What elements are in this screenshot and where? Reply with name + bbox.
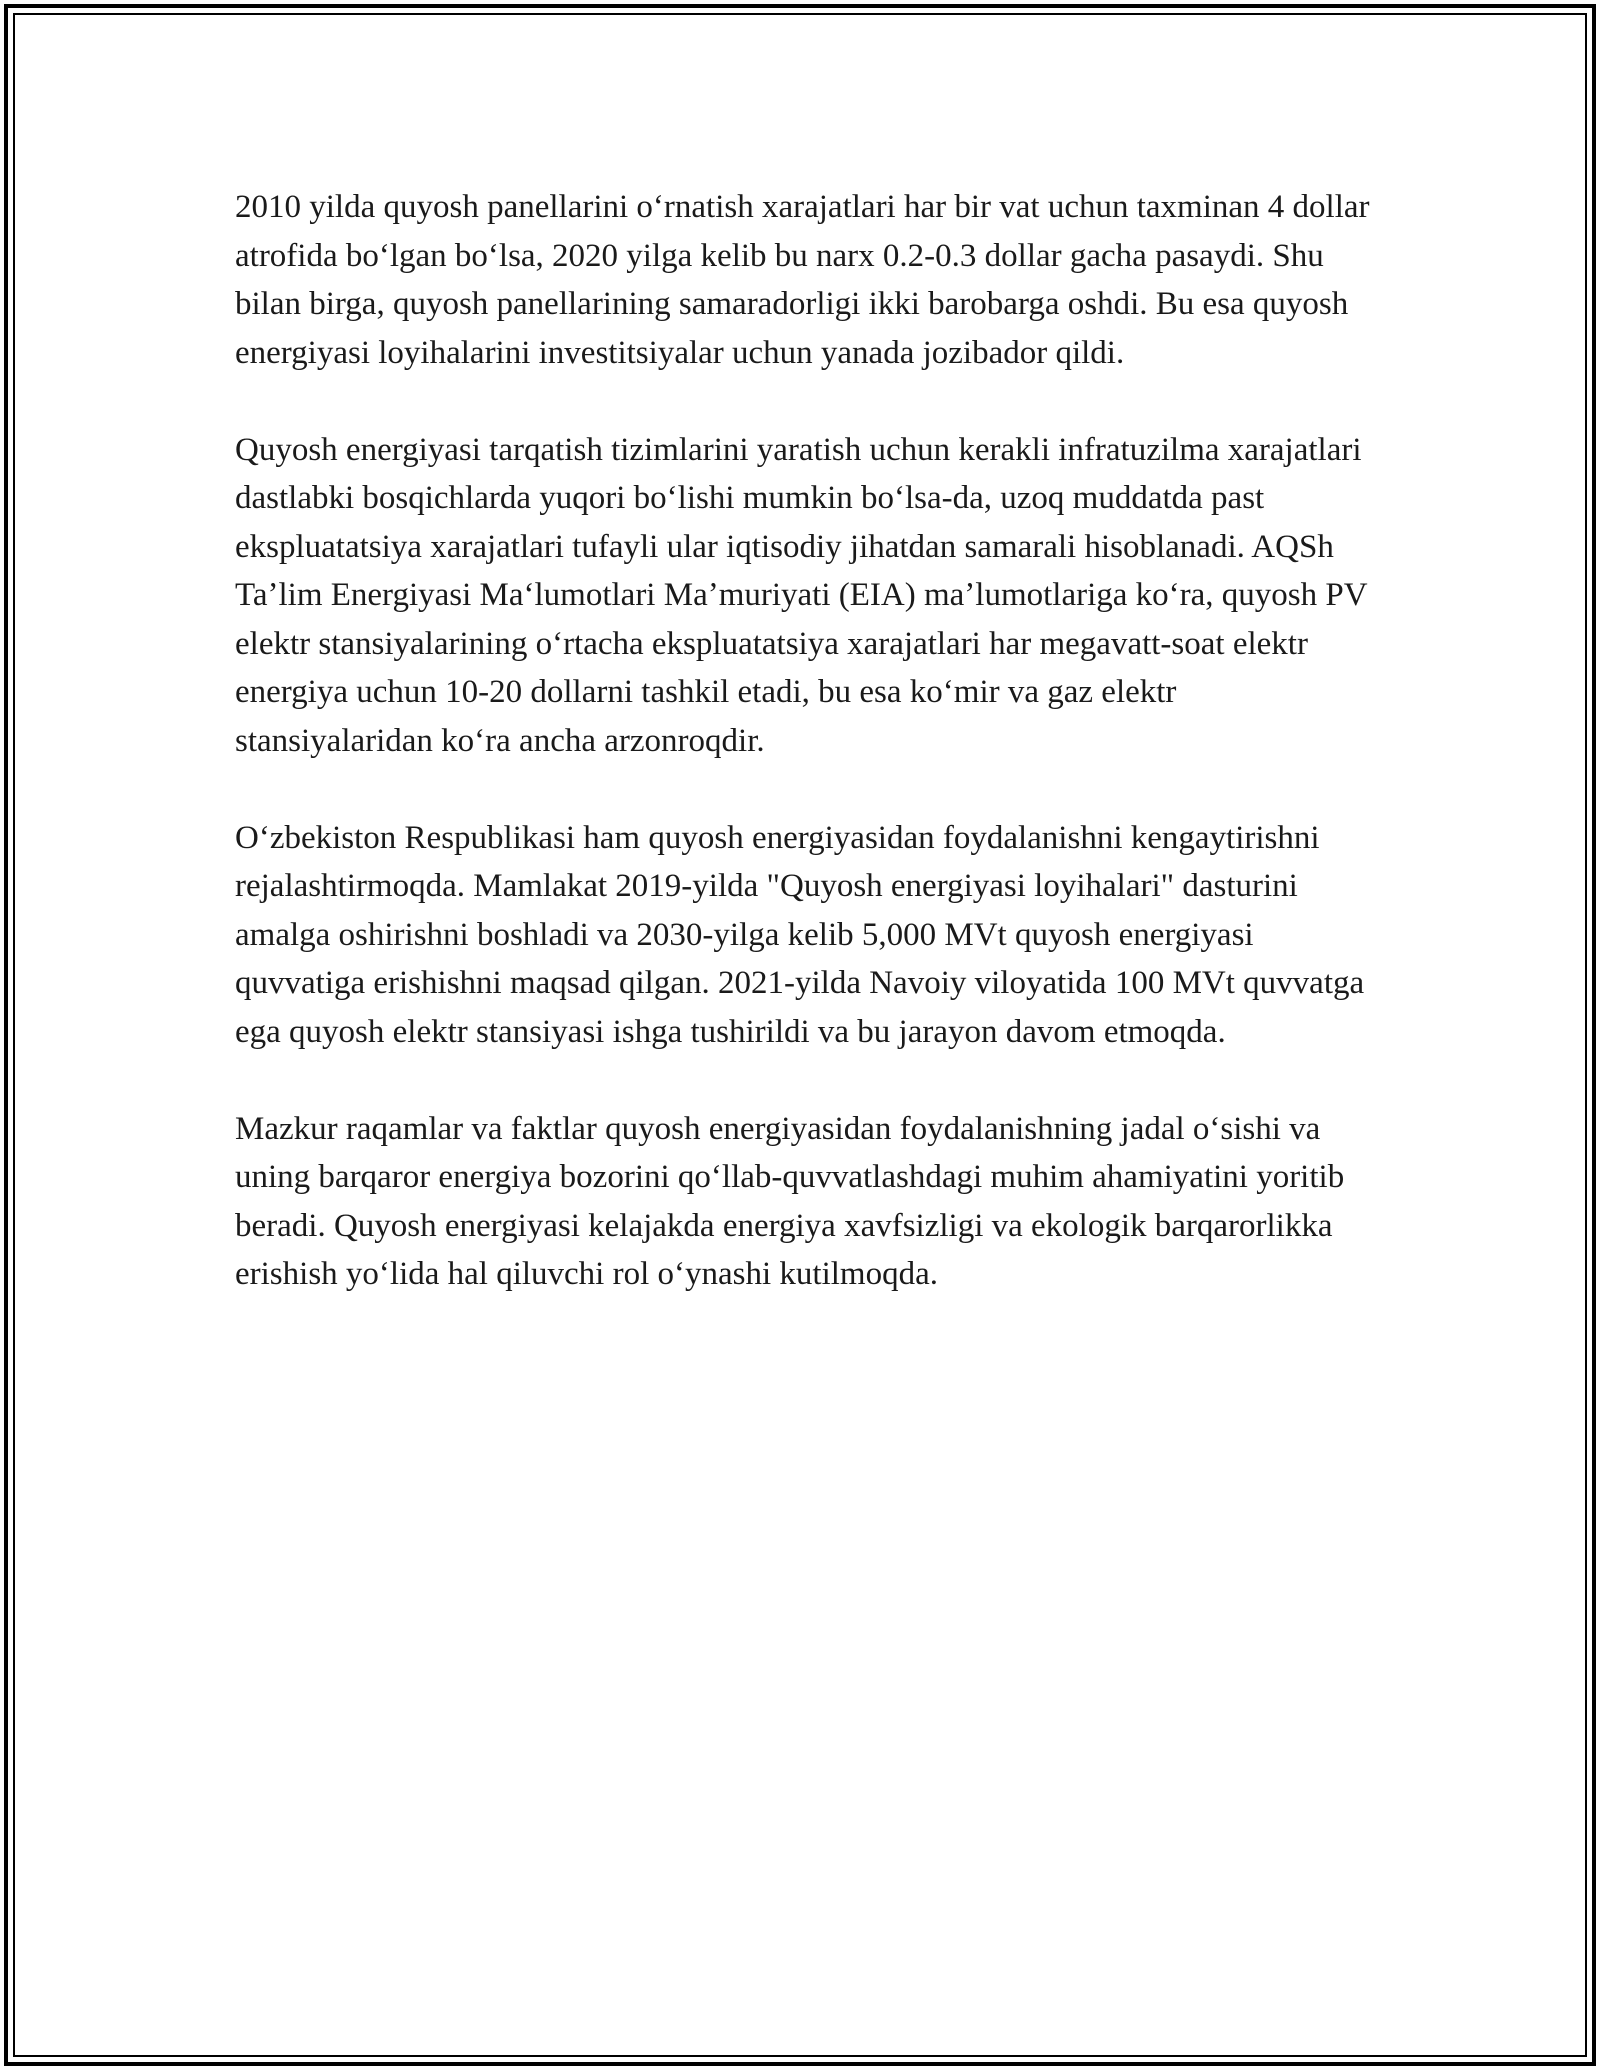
document-body — [235, 183, 1370, 1347]
paragraph-infrastructure-costs: Quyosh energiyasi tarqatish tizimlarini yaratish uchun kerakli infratuzilma xarajatlari dastlabki bosqichlarda yuqori boʻlishi mumkin boʻlsa-da, uzoq muddatda past ekspluatatsiya xarajatlari tufayli ular iqtisodiy jihatdan samarali hisoblanadi. AQSh Taʼlim Energiyasi Maʻlumotlari Maʼmuriyati (EIA) maʼlumotlariga koʻra, quyosh PV elektr stansiyalarining oʻrtacha ekspluatatsiya xarajatlari har megavatt-soat elektr energiya uchun 10-20 dollarni tashkil etadi, bu esa koʻmir va gaz elektr stansiyalaridan koʻra ancha arzonroqdir. — [235, 431, 1367, 759]
paragraph-solar-costs: 2010 yilda quyosh panellarini oʻrnatish xarajatlari har bir vat uchun taxminan 4 dollar atrofida boʻlgan boʻlsa, 2020 yilga kelib bu narx 0.2-0.3 dollar gacha pasaydi. Shu bilan birga, quyosh panellarining samaradorligi ikki barobarga oshdi. Bu esa quyosh energiyasi loyihalarini investitsiyalar uchun yanada jozibador qildi. — [235, 189, 1370, 371]
paragraph-uzbekistan-plans: Oʻzbekiston Respublikasi ham quyosh energiyasidan foydalanishni kengaytirishni rejalashtirmoqda. Mamlakat 2019-yilda "Quyosh energiyasi loyihalari" dasturini amalga oshirishni boshladi va 2030-yilga kelib 5,000 MVt quyosh energiyasi quvvatiga erishishni maqsad qilgan. 2021-yilda Navoiy viloyatida 100 MVt quvvatga ega quyosh elektr stansiyasi ishga tushirildi va bu jarayon davom etmoqda. — [235, 819, 1365, 1050]
paragraph-conclusion: Mazkur raqamlar va faktlar quyosh energiyasidan foydalanishning jadal oʻsishi va uning barqaror energiya bozorini qoʻllab-quvvatlashdagi muhim ahamiyatini yoritib beradi. Quyosh energiyasi kelajakda energiya xavfsizligi va ekologik barqarorlikka erishish yoʻlida hal qiluvchi rol oʻynashi kutilmoqda. — [235, 1110, 1345, 1292]
